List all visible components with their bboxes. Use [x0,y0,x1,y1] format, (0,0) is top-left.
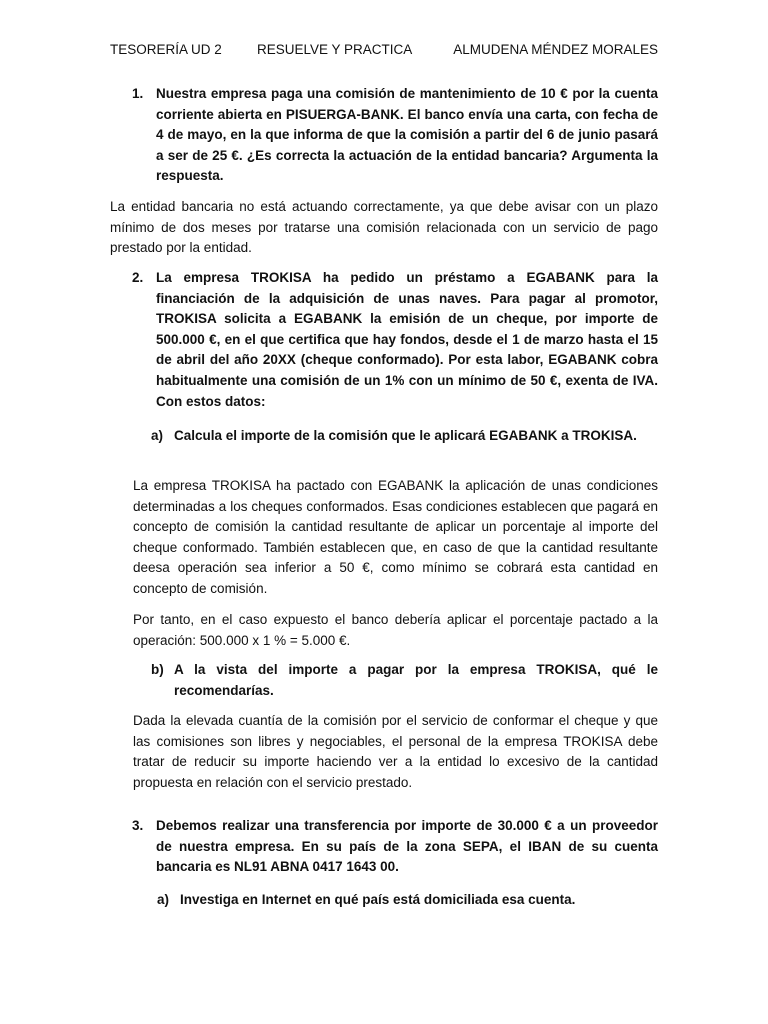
header-author: ALMUDENA MÉNDEZ MORALES [453,42,658,57]
question-1 [132,84,658,187]
question-number: 2. [132,270,144,285]
header-section: RESUELVE Y PRACTICA [257,42,413,57]
question-3 [132,816,658,878]
question-text: Nuestra empresa paga una comisión de mantenimiento de 10 € por la cuenta corriente abierta en PISUERGA-BANK. El banco envía una carta, con fecha de 4 de mayo, en la que informa de que la comisión a partir del 6 de junio pasará a ser de 25 €. ¿Es correcta la actuación de la entidad bancaria? Argumenta la respuesta. [156,86,658,184]
header-course: TESORERÍA UD 2 [110,42,222,57]
question-3a [157,890,658,911]
answer-1: La entidad bancaria no está actuando correctamente, ya que debe avisar con un plazo mínimo de dos meses por tratarse una comisión relacionada con un servicio de pago prestado por la entidad. [110,199,658,256]
page-header [110,42,658,62]
subquestion-text: A la vista del importe a pagar por la empresa TROKISA, qué le recomendarías. [174,662,658,698]
question-2b [151,660,658,701]
question-number: 3. [132,818,144,833]
subquestion-text: Investiga en Internet en qué país está domiciliada esa cuenta. [180,892,576,907]
question-text: La empresa TROKISA ha pedido un préstamo a EGABANK para la financiación de la adquisición de unas naves. Para pagar al promotor, TROKISA solicita a EGABANK la emisión de un cheque, por importe de 500.000 €, en el que certifica que hay fondos, desde el 1 de marzo hasta el 15 de abril del año 20XX (cheque conformado). Por esta labor, EGABANK cobra habitualmente una comisión de un 1% con un mínimo de 50 €, exenta de IVA. Con estos datos: [156,270,658,409]
question-2 [132,268,658,412]
answer-2a-paragraph-2: Por tanto, en el caso expuesto el banco debería aplicar el porcentaje pactado a la operación: 500.000 x 1 % = 5.000 €. [133,612,658,648]
subquestion-text: Calcula el importe de la comisión que le aplicará EGABANK a TROKISA. [174,428,637,443]
question-text: Debemos realizar una transferencia por importe de 30.000 € a un proveedor de nuestra empresa. En su país de la zona SEPA, el IBAN de su cuenta bancaria es NL91 ABNA 0417 1643 00. [156,818,658,875]
subquestion-letter: a) [157,892,170,907]
subquestion-letter: a) [151,428,164,443]
answer-2a-paragraph-1: La empresa TROKISA ha pactado con EGABANK la aplicación de unas condiciones determinadas a los cheques conformados. Esas condiciones establecen que pagará en concepto de comisión la cantidad resultante de aplicar un porcentaje al importe del cheque conformado. También establecen que, en caso de que la cantidad resultante deesa operación sea inferior a 50 €, como mínimo se cobrará esta cantidad en concepto de comisión. [133,478,658,596]
answer-2b: Dada la elevada cuantía de la comisión por el servicio de conformar el cheque y que las comisiones son libres y negociables, el personal de la empresa TROKISA debe tratar de reducir su importe haciendo ver a la entidad lo excesivo de la cantidad propuesta en relación con el servicio prestado. [133,713,658,790]
question-2a [151,426,658,447]
subquestion-letter: b) [151,662,164,677]
question-number: 1. [132,86,144,101]
